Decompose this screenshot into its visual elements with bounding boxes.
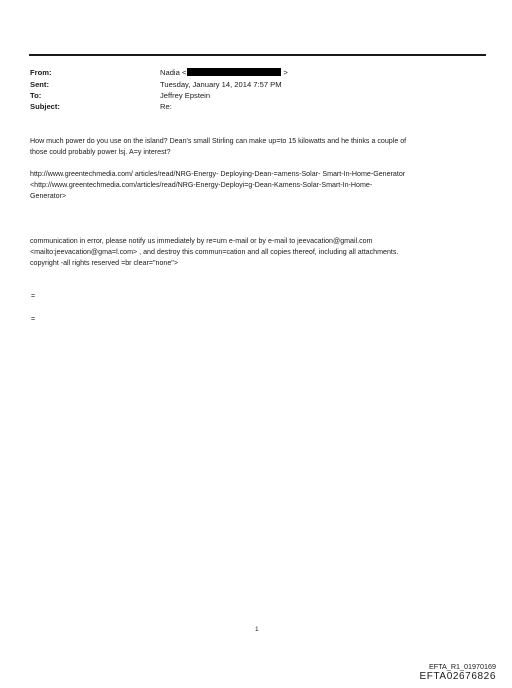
article-url-line-2[interactable]: <http://www.greentechmedia.com/articles/read/NRG-Energy-Deployi=g-Dean-Kamens-Solar-Smart-In-Home- [30, 181, 373, 189]
body-paragraph-1-line-2: those could probably power lsj. A=y interest? [30, 148, 171, 156]
sent-value: Tuesday, January 14, 2014 7:57 PM [160, 80, 282, 89]
redaction-box [187, 68, 281, 76]
bates-number-1: EFTA_R1_01970169 [429, 662, 496, 671]
article-url-line-1[interactable]: http://www.greentechmedia.com/ articles/read/NRG-Energy- Deploying-Dean-=amens-Solar- Smart-In-Home-Generator [30, 170, 406, 178]
sent-label: Sent: [30, 80, 49, 89]
footer-line-1: communication in error, please notify us immediately by re=urn e-mail or by e-mail to jeevacation@gmail.com [30, 237, 373, 245]
from-value [160, 68, 288, 78]
to-label: To: [30, 91, 42, 100]
article-url-line-3[interactable]: Generator> [30, 192, 67, 200]
to-value: Jeffrey Epstein [160, 91, 211, 100]
subject-value: Re: [160, 102, 172, 111]
page-number: 1 [255, 626, 259, 633]
equals-marker-1: = [31, 293, 36, 300]
from-value-suffix: > [283, 68, 288, 77]
footer-line-3: copyright -all rights reserved =br clear="none"> [30, 259, 178, 267]
bates-number-2: EFTA02676826 [419, 671, 496, 682]
header-divider [29, 54, 486, 56]
body-paragraph-1-line-1: How much power do you use on the island? Dean's small Stirling can make up=to 15 kilowatts and he thinks a couple of [30, 137, 407, 145]
equals-marker-2: = [31, 316, 36, 323]
from-label: From: [30, 68, 52, 77]
subject-label: Subject: [30, 102, 60, 111]
from-value-prefix: Nadia < [160, 68, 187, 77]
footer-line-2: <mailto:jeevacation@gma=l.com> , and destroy this commun=cation and all copies thereof, including all attachments. [30, 248, 399, 256]
